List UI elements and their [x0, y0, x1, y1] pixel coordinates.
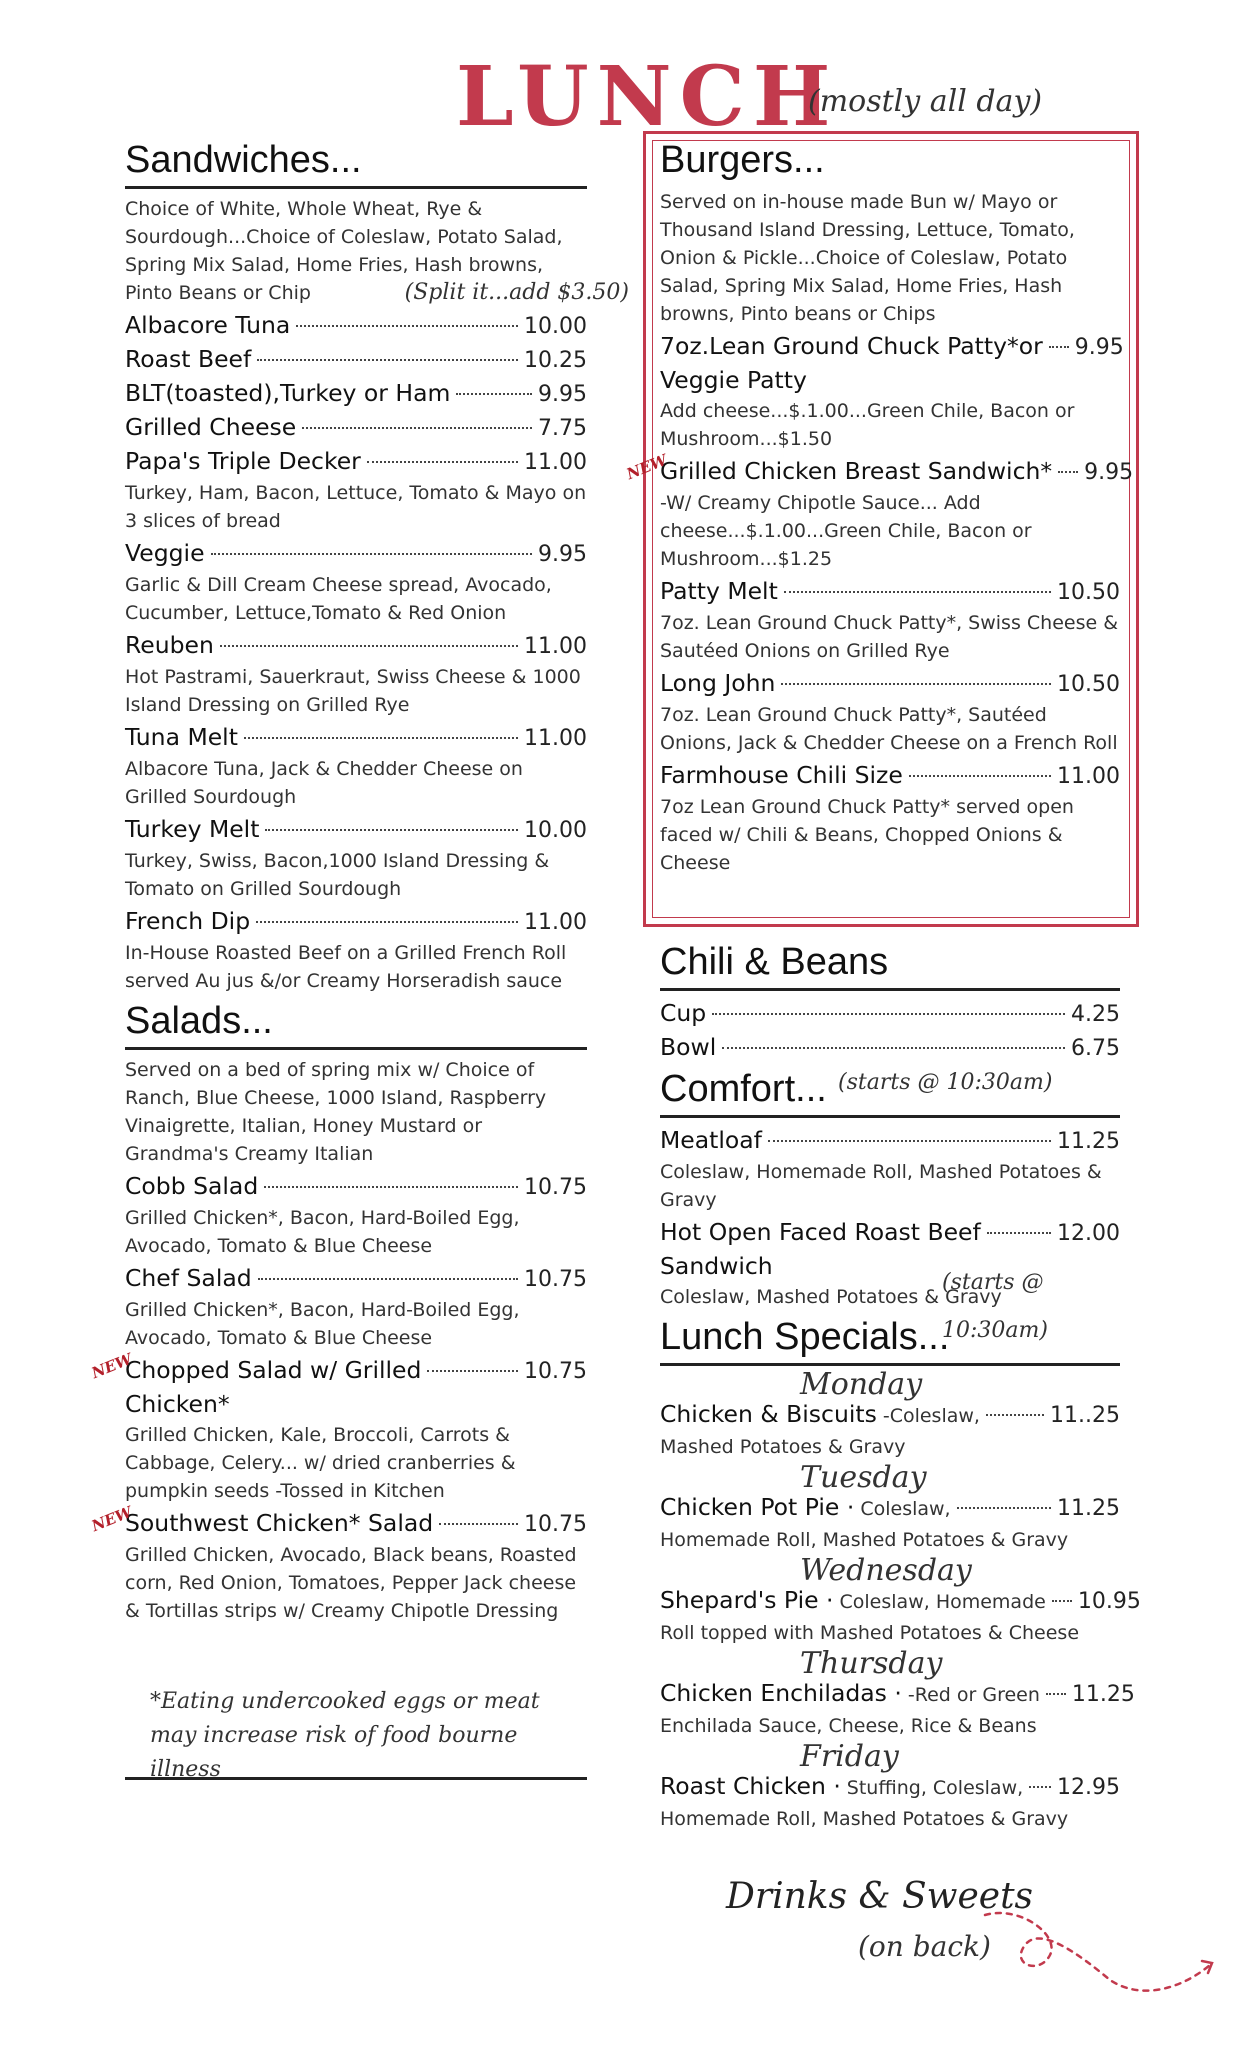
item-name: Veggie — [125, 539, 205, 567]
item-price: 10.75 — [524, 1359, 587, 1384]
list-item — [623, 450, 1134, 573]
day-label: Thursday — [800, 1646, 943, 1681]
item-price: 10.00 — [524, 818, 587, 843]
menu-header — [456, 49, 1056, 145]
item-price: 10.25 — [524, 348, 587, 373]
leader-dots — [220, 645, 518, 647]
item-price: 7.75 — [538, 416, 587, 441]
item-name: Hot Open Faced Roast Beef — [660, 1218, 981, 1246]
list-item — [660, 1460, 1120, 1554]
leader-dots — [264, 1186, 518, 1188]
item-description: Coleslaw, Mashed Potatoes & Gravy — [660, 1286, 1002, 1308]
on-back-label: (on back) — [858, 1930, 991, 1963]
item-description: Coleslaw, Homemade Roll, Mashed Potatoes & Gravy — [660, 1161, 1102, 1211]
leader-dots — [987, 1232, 1051, 1234]
leader-dots — [1029, 1786, 1051, 1788]
item-name: Shepard's Pie · — [660, 1586, 834, 1614]
item-description: Grilled Chicken, Kale, Broccoli, Carrots & Cabbage, Celery... w/ dried cranberries & pumpkin seeds -Tossed in Kitchen — [125, 1424, 516, 1502]
sandwiches-heading: Sandwiches... — [125, 136, 587, 189]
list-item — [125, 629, 587, 719]
leader-dots — [986, 1414, 1044, 1416]
list-item — [125, 905, 587, 995]
item-description: Homemade Roll, Mashed Potatoes & Gravy — [660, 1529, 1069, 1551]
leader-dots — [768, 1140, 1051, 1142]
list-item — [660, 759, 1120, 877]
sandwich-list — [125, 309, 587, 995]
leader-dots — [1052, 1600, 1072, 1602]
list-item — [125, 343, 587, 377]
item-name: Long John — [660, 669, 776, 697]
leader-dots — [265, 829, 518, 831]
item-detail: Stuffing, Coleslaw, — [846, 1777, 1024, 1799]
item-price: 12.00 — [1057, 1221, 1120, 1246]
list-item — [660, 1646, 1135, 1740]
burgers-section — [623, 136, 1134, 879]
item-description: Turkey, Ham, Bacon, Lettuce, Tomato & Mayo on 3 slices of bread — [125, 482, 587, 532]
item-price: 11..25 — [1050, 1403, 1120, 1428]
item-price: 10.75 — [524, 1267, 587, 1292]
list-item — [125, 377, 587, 411]
item-description: Grilled Chicken*, Bacon, Hard-Boiled Egg, Avocado, Tomato & Blue Cheese — [125, 1207, 520, 1257]
leader-dots — [1046, 1693, 1066, 1695]
leader-dots — [1058, 471, 1078, 473]
list-item — [660, 1367, 1120, 1461]
salad-list — [88, 1170, 587, 1625]
item-name: 7oz.Lean Ground Chuck Patty*or — [660, 332, 1043, 360]
item-name: Grilled Cheese — [125, 413, 297, 441]
day-label: Friday — [800, 1739, 899, 1774]
item-price: 11.25 — [1057, 1496, 1120, 1521]
item-detail: -Coleslaw, — [882, 1405, 980, 1427]
item-description: 7oz Lean Ground Chuck Patty* served open faced w/ Chili & Beans, Chopped Onions & Cheese — [660, 796, 1074, 874]
leader-dots — [1049, 346, 1069, 348]
item-name: French Dip — [125, 907, 251, 935]
list-item — [125, 721, 587, 811]
day-label: Wednesday — [800, 1553, 972, 1588]
item-description: Albacore Tuna, Jack & Chedder Cheese on Grilled Sourdough — [125, 758, 523, 808]
list-item — [660, 575, 1120, 665]
item-detail: Coleslaw, — [860, 1498, 951, 1520]
burgers-description: Served on in-house made Bun w/ Mayo or Thousand Island Dressing, Lettuce, Tomato, Onion & Pickle...Choice of Coleslaw, Potato Salad, Spring Mix Salad, Home Fries, Hash browns, Pinto beans or Chips — [660, 191, 1075, 325]
item-description: Roll topped with Mashed Potatoes & Cheese — [660, 1622, 1080, 1644]
item-name: Farmhouse Chili Size — [660, 761, 903, 789]
leader-dots — [256, 921, 518, 923]
list-item — [660, 667, 1120, 757]
item-detail: -Red or Green — [907, 1684, 1040, 1706]
list-item — [125, 1170, 587, 1260]
item-name: BLT(toasted),Turkey or Ham — [125, 379, 451, 407]
item-name: Cobb Salad — [125, 1172, 259, 1200]
item-description: 7oz. Lean Ground Chuck Patty*, Sautéed Onions, Jack & Chedder Cheese on a French Roll — [660, 704, 1118, 754]
leader-dots — [244, 737, 518, 739]
item-description: Garlic & Dill Cream Cheese spread, Avocado, Cucumber, Lettuce,Tomato & Red Onion — [125, 574, 552, 624]
food-safety-disclaimer: *Eating undercooked eggs or meat may increase risk of food bourne illness — [150, 1689, 540, 1782]
item-name: Cup — [660, 999, 707, 1027]
list-item — [125, 309, 587, 343]
list-item — [660, 1739, 1120, 1833]
item-description: Mashed Potatoes & Gravy — [660, 1436, 906, 1458]
list-item — [88, 1349, 587, 1505]
leader-dots — [211, 553, 532, 555]
item-detail: Coleslaw, Homemade — [839, 1591, 1046, 1613]
leader-dots — [909, 775, 1051, 777]
item-description: Hot Pastrami, Sauerkraut, Swiss Cheese & 1000 Island Dressing on Grilled Rye — [125, 666, 581, 716]
menu-subtitle: (mostly all day) — [808, 84, 1043, 119]
item-description: Turkey, Swiss, Bacon,1000 Island Dressing & Tomato on Grilled Sourdough — [125, 850, 550, 900]
new-badge: NEW — [623, 450, 670, 484]
item-description: In-House Roasted Beef on a Grilled French Roll served Au jus &/or Creamy Horseradish sauce — [125, 942, 567, 992]
list-item — [125, 813, 587, 903]
item-name-continued: Veggie Patty — [660, 366, 807, 394]
item-price: 9.95 — [538, 382, 587, 407]
burgers-heading: Burgers... — [660, 139, 825, 181]
item-price: 6.75 — [1071, 1036, 1120, 1061]
leader-dots — [367, 461, 518, 463]
item-price: 10.95 — [1077, 1589, 1141, 1614]
item-name: Albacore Tuna — [125, 311, 291, 339]
item-price: 11.00 — [524, 450, 587, 475]
list-item — [125, 1262, 587, 1352]
item-name: Papa's Triple Decker — [125, 447, 361, 475]
list-item — [660, 330, 1124, 453]
item-name: Reuben — [125, 631, 214, 659]
day-label: Tuesday — [800, 1460, 927, 1495]
item-name: Tuna Melt — [125, 723, 238, 751]
comfort-title: Comfort... — [660, 1068, 827, 1110]
leader-dots — [296, 325, 518, 327]
leader-dots — [257, 359, 518, 361]
item-name: Southwest Chicken* Salad — [125, 1509, 434, 1537]
drinks-sweets-label: Drinks & Sweets — [726, 1876, 1034, 1917]
leader-dots — [784, 591, 1051, 593]
item-description: Homemade Roll, Mashed Potatoes & Gravy — [660, 1808, 1069, 1830]
item-price: 11.00 — [1057, 764, 1120, 789]
item-price: 9.95 — [1084, 460, 1134, 485]
divider — [125, 1777, 587, 1780]
item-name-continued: Sandwich — [660, 1252, 773, 1280]
item-description: Grilled Chicken*, Bacon, Hard-Boiled Egg, Avocado, Tomato & Blue Cheese — [125, 1299, 520, 1349]
item-price: 10.50 — [1057, 672, 1120, 697]
item-price: 10.50 — [1057, 580, 1120, 605]
leader-dots — [712, 1013, 1065, 1015]
specials-title: Lunch Specials... — [660, 1316, 950, 1358]
list-item — [125, 537, 587, 627]
item-price: 11.00 — [524, 634, 587, 659]
item-price: 11.25 — [1071, 1682, 1135, 1707]
item-price: 12.95 — [1057, 1775, 1120, 1800]
item-name: Chopped Salad w/ Grilled — [125, 1356, 422, 1384]
item-price: 9.95 — [1074, 335, 1124, 360]
item-description: Enchilada Sauce, Cheese, Rice & Beans — [660, 1715, 1037, 1737]
item-price: 11.00 — [524, 910, 587, 935]
salads-heading: Salads... — [125, 997, 587, 1050]
menu-title: LUNCH — [456, 49, 839, 145]
item-price: 10.75 — [524, 1512, 587, 1537]
comfort-heading — [660, 1065, 1120, 1118]
leader-dots — [722, 1047, 1065, 1049]
list-item — [660, 1124, 1120, 1214]
item-description: 7oz. Lean Ground Chuck Patty*, Swiss Cheese & Sautéed Onions on Grilled Rye — [660, 612, 1119, 662]
left-column — [88, 136, 629, 1627]
sandwiches-description: Choice of White, Whole Wheat, Rye & Sourdough...Choice of Coleslaw, Potato Salad, Spring Mix Salad, Home Fries, Hash browns, Pinto Beans or Chip (Split it...add $3.50) — [125, 198, 629, 305]
split-note: (Split it...add $3.50) — [404, 280, 629, 305]
list-item — [125, 411, 587, 445]
item-name: Patty Melt — [660, 577, 778, 605]
item-name: Turkey Melt — [125, 815, 260, 843]
leader-dots — [302, 427, 532, 429]
item-name: Grilled Chicken Breast Sandwich* — [660, 457, 1053, 485]
item-name-continued: Chicken* — [125, 1390, 230, 1418]
dotted-swirl-arrow-icon — [980, 1895, 1220, 2005]
item-price: 10.75 — [524, 1175, 587, 1200]
list-item — [660, 1553, 1141, 1647]
item-name: Chicken Pot Pie · — [660, 1493, 855, 1521]
item-description: Grilled Chicken, Avocado, Black beans, Roasted corn, Red Onion, Tomatoes, Pepper Jack cheese & Tortillas strips w/ Creamy Chipotle Dressing — [125, 1544, 577, 1622]
leader-dots — [439, 1523, 518, 1525]
new-badge: NEW — [88, 1502, 135, 1536]
list-item — [660, 997, 1120, 1031]
item-name: Meatloaf — [660, 1126, 762, 1154]
list-item — [88, 1502, 587, 1625]
item-description: Add cheese...$.1.00...Green Chile, Bacon or Mushroom...$1.50 — [660, 400, 1075, 450]
lower-right-sections — [660, 938, 1141, 1835]
item-price: 11.00 — [524, 726, 587, 751]
item-name: Chicken Enchiladas · — [660, 1679, 902, 1707]
item-name: Chicken & Biscuits — [660, 1400, 877, 1428]
item-description: -W/ Creamy Chipotle Sauce... Add cheese...$.1.00...Green Chile, Bacon or Mushroom...$1.25 — [660, 492, 1032, 570]
leader-dots — [781, 683, 1051, 685]
new-badge: NEW — [88, 1349, 135, 1383]
leader-dots — [258, 1278, 518, 1280]
salads-description: Served on a bed of spring mix w/ Choice of Ranch, Blue Cheese, 1000 Island, Raspberry Vinaigrette, Italian, Honey Mustard or Grandma's Creamy Italian — [125, 1059, 547, 1165]
item-price: 9.95 — [538, 542, 587, 567]
list-item — [125, 445, 587, 535]
day-label: Monday — [800, 1367, 923, 1402]
item-price: 10.00 — [524, 314, 587, 339]
item-name: Chef Salad — [125, 1264, 252, 1292]
leader-dots — [456, 393, 532, 395]
specials-note: (starts @ 10:30am) — [942, 1270, 1048, 1343]
chili-heading: Chili & Beans — [660, 938, 1120, 991]
item-price: 11.25 — [1057, 1129, 1120, 1154]
leader-dots — [957, 1507, 1051, 1509]
comfort-note: (starts @ 10:30am) — [838, 1070, 1053, 1095]
item-price: 4.25 — [1071, 1002, 1120, 1027]
leader-dots — [427, 1370, 518, 1372]
item-name: Bowl — [660, 1033, 717, 1061]
item-name: Roast Chicken · — [660, 1772, 841, 1800]
item-name: Roast Beef — [125, 345, 252, 373]
